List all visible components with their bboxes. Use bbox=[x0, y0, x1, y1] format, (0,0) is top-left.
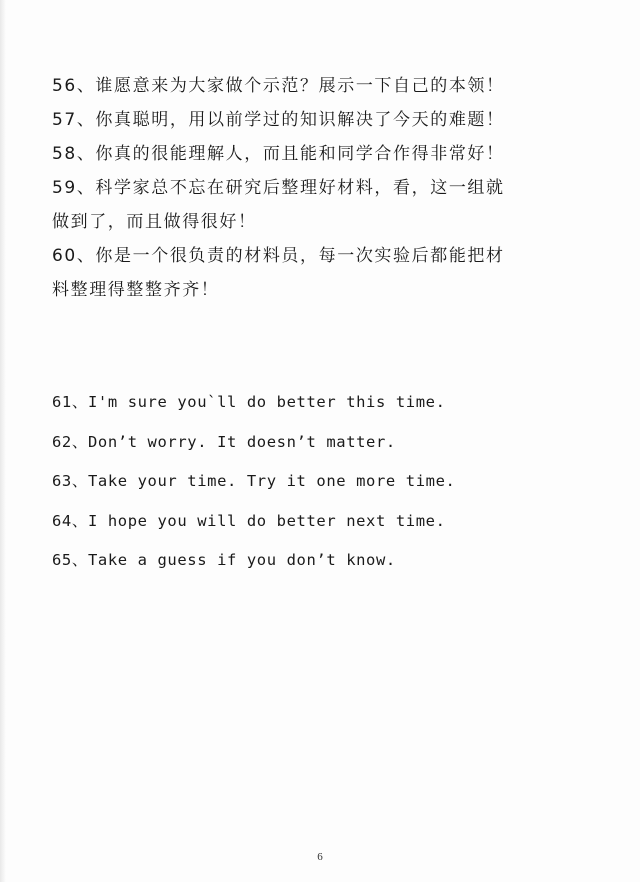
english-phrases-list bbox=[52, 383, 592, 581]
phrase-62: 62、Don’t worry. It doesn’t matter. bbox=[52, 432, 396, 451]
phrase-61: 61、I'm sure you`ll do better this time. bbox=[52, 393, 446, 411]
phrase-59-part-1: 59、科学家总不忘在研究后整理好材料，看，这一组就 bbox=[52, 178, 505, 198]
phrase-60-part-1: 60、你是一个很负责的材料员，每一次实验后都能把材 bbox=[52, 246, 505, 266]
page-edge-shadow bbox=[0, 0, 6, 882]
phrase-60-part-2: 料整理得整整齐齐！ bbox=[52, 280, 220, 300]
page-number: 6 bbox=[317, 851, 323, 863]
phrase-59-part-2: 做到了，而且做得很好！ bbox=[52, 212, 257, 232]
phrase-65: 65、Take a guess if you don’t know. bbox=[52, 551, 396, 569]
phrase-56: 56、谁愿意来为大家做个示范？展示一下自己的本领！ bbox=[52, 76, 505, 96]
phrase-57: 57、你真聪明，用以前学过的知识解决了今天的难题！ bbox=[52, 110, 505, 130]
phrase-58: 58、你真的很能理解人，而且能和同学合作得非常好！ bbox=[52, 144, 505, 164]
phrase-64: 64、I hope you will do better next time. bbox=[52, 511, 446, 530]
chinese-phrases-list bbox=[52, 69, 592, 307]
phrase-63: 63、Take your time. Try it one more time. bbox=[52, 472, 456, 490]
